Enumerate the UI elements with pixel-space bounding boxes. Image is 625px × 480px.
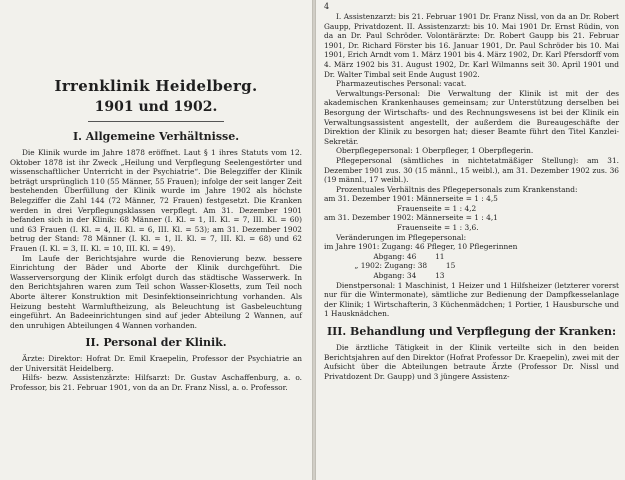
change-row: Abgang: 34 13: [324, 271, 445, 281]
section-2-heading: II. Personal der Klinik.: [85, 336, 227, 350]
paragraph-physicians: Ärzte: Direktor: Hofrat Dr. Emil Kraepelin, Professor der Psychiatrie an der Universität Heidelberg.: [10, 354, 302, 373]
change-row: im Jahre 1901: Zugang: 46 Pfleger, 10 Pflegerinnen: [324, 242, 518, 252]
section-1-heading: I. Allgemeine Verhältnisse.: [72, 130, 240, 143]
paragraph-assistants: Hilfs- bezw. Assistenzärzte: Hilfsarzt: Dr. Gustav Aschaffenburg, a. o. Professor, bis 21. Februar 1901, von da an Dr. Franz Nissl, a. o. Professor.: [10, 373, 302, 393]
paragraph-renovation: Im Laufe der Berichtsjahre wurde die Renovierung bezw. bessere Einrichtung der Bäder und Aborte der Klinik durchgeführt. Die Wasserversorgung der Klinik erfolgt durch das städtische Wasserwerk. In den Berichtsjahren waren zum Teil schon Wasser-Klosetts, zum Teil noch Aborte älterer Konstruktion mit Desinfektionseinrichtung vorhanden. Als Heizung besteht Warmluftheizung, als Beleuchtung ist Gasbeleuchtung eingeführt. An Badeeinrichtungen sind auf jeder Abteilung 2 Wannen, auf den unruhigen Abteilungen 4 Wannen vorhanden.: [10, 253, 302, 330]
paragraph-service-staff: Dienstpersonal: 1 Maschinist, 1 Heizer und 1 Hilfsheizer (letzterer vorerst nur für die Wintermonate), sämtliche zur Bedienung der Dampfkesselanlage der Klinik; 1 Wirtschafterin, 3 Küchenmädchen; 1 Portier, 1 Hausbursche und 1 Hausknädchen.: [324, 280, 619, 319]
ratio-row: Frauenseite = 1 : 3,6.: [324, 223, 479, 233]
change-row: Abgang: 46 11: [324, 251, 445, 261]
ratio-row: am 31. Dezember 1901: Männerseite = 1 : 4,5: [324, 194, 498, 204]
paragraph-staff-ratio: Prozentuales Verhältnis des Pflegepersonals zum Krankenstand:: [336, 184, 578, 194]
title-rule: [88, 121, 224, 122]
ratio-row: Frauenseite = 1 : 4,2: [324, 203, 477, 213]
page-number: 4: [324, 2, 330, 11]
document-years: 1901 und 1902.: [94, 99, 218, 115]
ratio-row: am 31. Dezember 1902: Männerseite = 1 : 4,1: [324, 213, 498, 223]
paragraph-nursing-staff: Pflegepersonal (sämtliches in nichtetatmäßiger Stellung): am 31. Dezember 1901 zus. 30 (15 männl., 15 weibl.), am 31. Dezember 1902 zus. 36 (19 männl., 17 weibl.).: [324, 155, 619, 185]
changes-heading: Veränderungen im Pflegepersonal:: [336, 232, 467, 242]
paragraph-assistants-continued: I. Assistenzarzt: bis 21. Februar 1901 Dr. Franz Nissl, von da an Dr. Robert Gaupp, Privatdozent. II. Assistenzarzt: bis 10. Mai 1901 Dr. Ernst Rüdin, von da an Dr. Paul Schröder. Volontärärzte: Dr. Robert Gaupp bis 21. Februar 1901, Dr. Richard Förster bis 16. Januar 1901, Dr. Paul Schröder bis 10. Mai 1901, Erich Arndt vom 1. März 1901 bis 4. März 1902, Dr. Karl Pfersdorff vom 4. März 1902 bis 31. August 1902, Dr. Karl Wilmanns seit 30. April 1901 und Dr. Walter Timbal seit Ende August 1902.: [324, 12, 619, 79]
section-3-heading: III. Behandlung und Verpflegung der Kranken:: [326, 325, 617, 338]
paragraph-clinic-overview: Die Klinik wurde im Jahre 1878 eröffnet. Laut § 1 ihres Statuts vom 12. Oktober 1878 ist ihr Zweck „Heilung und Verpflegung Seelengestörter und wissenschaftlicher Unterricht in der Psychiatrie“. Die Belegziffer der Klinik beträgt ursprünglich 110 (55 Männer, 55 Frauen); infolge der seit langer Zeit bestehenden Überfüllung der Klinik wurde im Jahre 1902 als höchste Belegziffer die Zahl 144 (72 Männer, 72 Frauen) festgesetzt. Die Kranken werden in drei Verpflegungsklassen verpflegt. Am 31. Dezember 1901 befanden sich in der Klinik: 68 Männer (I. Kl. = 1, II. Kl. = 7, III. Kl. = 60) und 63 Frauen (I. Kl. = 4, II. Kl. = 6, III. Kl. = 53); am 31. Dezember 1902 betrug der Stand: 78 Männer (I. Kl. = 1, II. Kl. = 7, III. Kl. = 68) und 62 Frauen (I. Kl. = 3, II. Kl. = 10, III. Kl. = 49).: [10, 148, 302, 253]
paragraph-treatment: Die ärztliche Tätigkeit in der Klinik verteilte sich in den beiden Berichtsjahren auf den Direktor (Hofrat Professor Dr. Kraepelin), zwei mit der Aufsicht über die Abteilungen betraute Ärzte (Professor Dr. Nissl und Privatdozent Dr. Gaupp) und 3 jüngere Assistenz-: [324, 343, 619, 381]
change-row: „ 1902: Zugang: 38 15: [324, 261, 456, 271]
paragraph-administration: Verwaltungs-Personal: Die Verwaltung der Klinik ist mit der des akademischen Krankenhauses gemeinsam; zur Unterstützung derselben bei Besorgung der Wirtschafts- und des Rechnungswesens ist bei der Klinik ein Verwaltungsassistent angestellt, der außerdem die Bureaugeschäfte der Direktion der Klinik zu besorgen hat; dieser Beamte führt den Titel Kanzlei-Sekretär.: [324, 88, 619, 146]
right-page: [316, 0, 625, 480]
paragraph-pharmacy: Pharmazeutisches Personal: vacat.: [336, 79, 467, 89]
paragraph-head-nurses: Oberpflegepersonal: 1 Oberpfleger, 1 Oberpflegerin.: [336, 146, 534, 156]
left-page: [0, 0, 312, 480]
document-title: Irrenklinik Heidelberg.: [54, 77, 258, 95]
